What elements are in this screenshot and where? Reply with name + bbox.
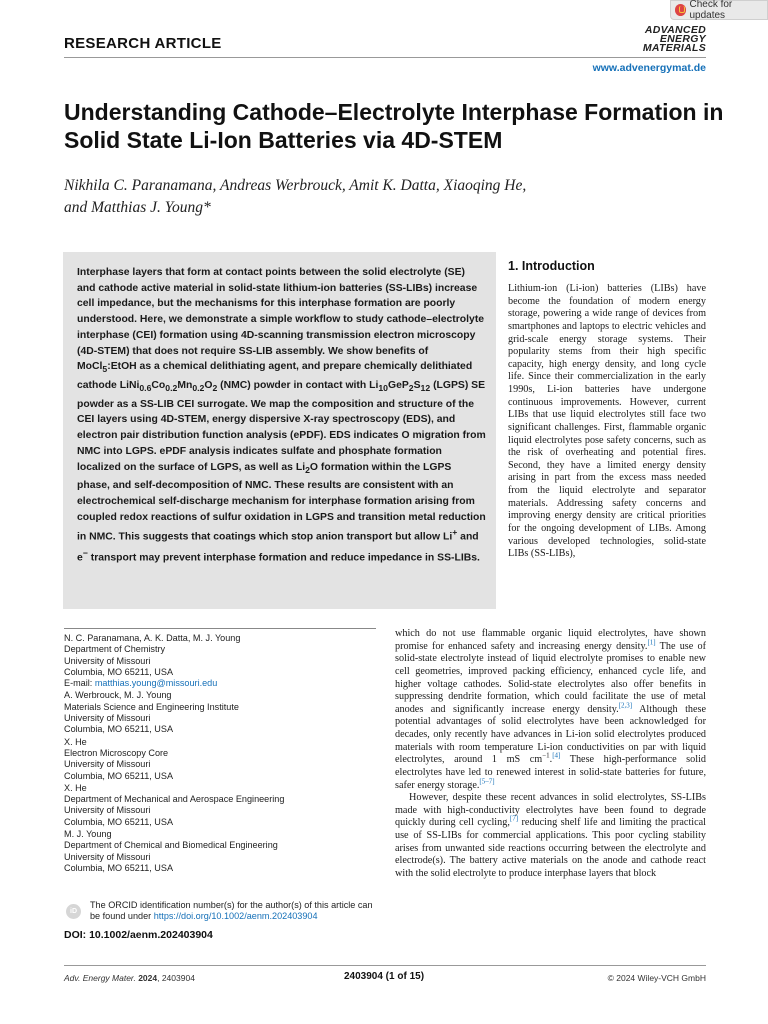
affiliation-block: X. He Department of Mechanical and Aerospace Engineering University of Missouri Columbia, MO 65211, USA <box>64 782 285 827</box>
reference-link-1[interactable]: [1] <box>647 638 656 647</box>
footer-divider <box>64 965 706 966</box>
reference-link-4[interactable]: [4] <box>552 751 561 760</box>
affiliations-divider <box>64 628 376 629</box>
reference-link-7[interactable]: [7] <box>509 814 519 823</box>
reference-link-5-7[interactable]: [5–7] <box>479 777 495 786</box>
check-updates-icon <box>675 4 686 16</box>
reference-link-2-3[interactable]: [2,3] <box>618 701 633 710</box>
journal-logo-line-2: ENERGY <box>659 33 706 45</box>
header-divider <box>64 57 706 58</box>
orcid-icon: iD <box>66 904 81 919</box>
orcid-note: The ORCID identification number(s) for the author(s) of this article can be found under https://doi.org/10.1002/aenm.202403904 <box>90 900 373 922</box>
check-for-updates-button[interactable] <box>670 0 768 20</box>
affiliation-block: N. C. Paranamana, A. K. Datta, M. J. Young Department of Chemistry University of Missouri Columbia, MO 65211, USA E-mail: matthias.young@missouri.edu <box>64 633 241 689</box>
journal-url-link[interactable]: www.advenergymat.de <box>592 62 706 74</box>
affiliation-block: A. Werbrouck, M. J. Young Materials Science and Engineering Institute University of Missouri Columbia, MO 65211, USA <box>64 690 239 735</box>
introduction-narrow-column: Lithium-ion (Li-ion) batteries (LIBs) have become the foundation of modern energy storage, powering a wide range of devices from smartphones and laptops to electric vehicles and grid-scale energy storage systems. Their popularity stems from their high specific capacity, high energy density, and long cycle life. Since their commercialization in the early 1990s, Li-ion batteries have undergone continuous improvements. However, current LIBs that use liquid electrolytes still face two significant challenges. First, flammable organic liquid electrolytes pose safety concerns, such as the risk of overheating and potential fires. Second, they have a limited energy density arising in part from the excess mass needed from the liquid electrolyte and separator materials. Addressing safety concerns and improving energy density are critical priorities for the ongoing development of LIBs. Among various developed technologies, solid-state LIBs (SS-LIBs), <box>508 283 706 560</box>
article-doi: DOI: 10.1002/aenm.202403904 <box>64 929 213 941</box>
introduction-wide-column: which do not use flammable organic liquid electrolytes, have shown promise for enhanced safety and increasing energy density.[1] The use of solid-state electrolyte instead of liquid electrolyte promises to enable new cell geometries, improved packing efficiency, enhanced cycle life, and higher voltage cathodes. Solid-state electrolytes also offer benefits in suppressing dendrite formation, which could facilitate the use of metal anodes and significantly increase energy density.[2,3] Although these potential advantages of solid electrolytes have been acknowledged for decades, only recently have advances in Li-ion solid electrolytes produced materials with room temperature Li-ion conductivities on par with liquid electrolytes, around 1 mS $cm^{-1}.[4]$ These high-performance solid electrolytes have led to renewed interest in solid-state batteries for future, safer energy storage.[5–7] However, despite these recent advances in solid electrolytes, SS-LIBs made with high-conductivity electrolytes have been found to degrade quickly during cell cycling,[7] reducing shelf life and limiting the practical use of SS-LIBs for commercial applications. This poor cycling stability arises from unwanted side reactions occurring between the electrolyte and electrode(s). The battery active materials on the anode and cathode react with the solid electrolyte to produce interphase layers that block <box>395 628 707 879</box>
author-list <box>64 175 664 219</box>
authors-line-2: and Matthias J. Young* <box>64 199 211 216</box>
article-title: Understanding Cathode–Electrolyte Interphase Formation in Solid State Li-Ion Batteries via 4D-STEM <box>64 99 724 153</box>
affiliations <box>64 633 379 875</box>
affiliation-block: X. He Electron Microscopy Core University of Missouri Columbia, MO 65211, USA <box>64 736 174 781</box>
check-updates-label: Check for updates <box>689 0 733 21</box>
footer-citation: Adv. Energy Mater. 2024, 2403904 <box>64 973 195 983</box>
copyright: © 2024 Wiley-VCH GmbH <box>607 973 706 983</box>
email-link[interactable]: matthias.young@missouri.edu <box>94 678 218 689</box>
journal-logo <box>620 26 706 53</box>
section-label: RESEARCH ARTICLE <box>64 35 222 52</box>
page-number: 2403904 (1 of 15) <box>343 971 425 982</box>
journal-logo-line-3: MATERIALS <box>642 42 706 54</box>
abstract-text: Interphase layers that form at contact points between the solid electrolyte (SE) and cathode active material in solid-state lithium-ion batteries (SS-LIBs) increase cell impedance, but the mechanisms for this interphase formation are poorly understood. Here, we demonstrate a simple workflow to study cathode–electrolyte interphase (CEI) formation using 4D-scanning transmission electron microscopy (4D-STEM) that does not require SS-LIB assembly. We show benefits of MoCl$_5$:EtOH as a chemical delithiating agent, and prepare chemically delithiated cathode $LiNi_{0.6}Co_{0.2}Mn_{0.2}O_2$ (NMC) powder in contact with $Li_{10}GeP_2S_{12}$ (LGPS) SE powder as a SS-LIB CEI surrogate. We map the composition and structure of the CEI layers using 4D-STEM, energy dispersive X-ray spectroscopy (EDS), and electron pair distribution function analysis (ePDF). EDS indicates O migration from NMC into LGPS. ePDF analysis indicates sulfate and phosphate formation localized on the surface of LGPS, as well as $Li_2O$ formation within the LGPS phase, and self-decomposition of NMC. These results are consistent with an electrochemical self-discharge mechanism for interphase formation arising from coupled redox reactions of sulfur oxidation in LGPS and transition metal reduction in NMC. This suggests that coatings which stop anion transport but allow Li+ and e− transport may prevent interphase formation and reduce impedance in SS-LIBs. <box>77 267 486 564</box>
introduction-paragraph-2: However, despite these recent advances in solid electrolytes, SS-LIBs made with high-conductivity electrolytes have been found to degrade quickly during cell cycling,[7] reducing shelf life and limiting the practical use of SS-LIBs for commercial applications. This poor cycling stability arises from unwanted side reactions occurring between the electrolyte and electrode(s). The battery active materials on the anode and cathode react with the solid electrolyte to produce interphase layers that block <box>395 792 706 879</box>
journal-logo-line-1: ADVANCED <box>644 24 706 36</box>
authors-line-1: Nikhila C. Paranamana, Andreas Werbrouck, Amit K. Datta, Xiaoqing He, <box>64 177 527 194</box>
affiliation-block: M. J. Young Department of Chemical and Biomedical Engineering University of Missouri Columbia, MO 65211, USA <box>64 829 278 873</box>
introduction-heading: 1. Introduction <box>508 259 595 273</box>
orcid-doi-link[interactable]: https://doi.org/10.1002/aenm.202403904 <box>153 911 318 922</box>
